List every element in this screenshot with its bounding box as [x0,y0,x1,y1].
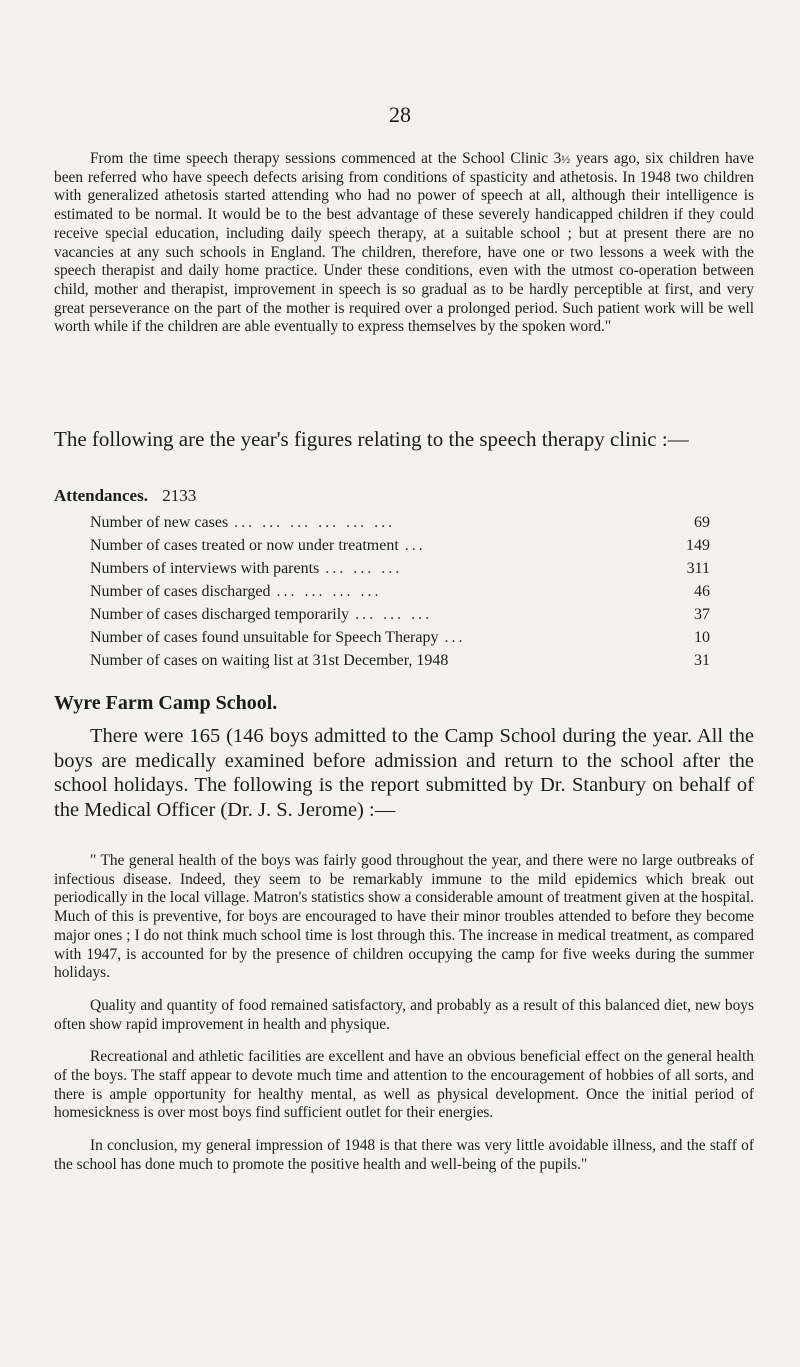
stat-label: Number of cases found unsuitable for Speech Therapy [90,629,439,646]
stat-label: Number of cases discharged [90,583,271,600]
stat-row [90,626,710,649]
attendances-label: Attendances. [54,486,148,505]
report-block [54,852,754,1175]
stat-row [90,649,710,672]
intro-paragraph [54,150,754,337]
stat-leader: ... [444,629,466,646]
stat-value: 31 [694,652,710,669]
stat-label: Number of new cases [90,514,229,531]
stat-leader [448,649,672,672]
stat-row [90,534,710,557]
intro-fraction: ½ [561,152,571,166]
intro-text-b: years ago, six children have been referred who have speech defects arising from conditions of spasticity and athetosis. In 1948 two children with generalized athetosis started attending who had no power of speech at all, although their intelligence is estimated to be normal. It would be to the best advantage of these severely handicapped children if they could receive special education, including daily speech therapy, at a suitable school ; but at present there are no vacancies at any such schools in England. The children, therefore, have one or two lessons a week with the speech therapist and daily home practice. Under these conditions, even with the utmost co-operation between child, mother and therapist, improvement in speech is so gradual as to be hardly perceptible at first, and very great perseverance on the part of the mother is required over a prolonged period. Such patient work will be well worth while if the children are able eventually to express themselves by the spoken word." [54,150,754,336]
report-paragraph: Quality and quantity of food remained satisfactory, and probably as a result of this balanced diet, new boys often show rapid improvement in health and physique. [54,996,754,1033]
stat-leader: ... ... ... ... ... ... [234,514,396,531]
stat-row [90,580,710,603]
report-paragraph: In conclusion, my general impression of 1948 is that there was very little avoidable illness, and the staff of the school has done much to promote the positive health and well-being of the pupils." [54,1137,754,1173]
stat-value: 69 [694,514,710,531]
stat-value: 37 [694,606,710,623]
stat-label: Number of cases on waiting list at 31st December, 1948 [90,652,449,669]
page-number: 28 [389,102,411,127]
stat-leader: ... ... ... ... [276,583,382,600]
stat-leader: ... [404,537,426,554]
report-paragraph: Recreational and athletic facilities are excellent and have an obvious beneficial effect on the general health of the boys. The staff appear to devote much time and attention to the encouragement of hobbies of all sorts, and there is ample opportunity for healthy mental, as well as physical development. Once the initial period of homesickness is over most boys find sufficient outlet for their energies. [54,1048,754,1122]
stat-value: 311 [686,560,710,577]
stat-label: Numbers of interviews with parents [90,560,320,577]
stat-row [90,603,710,626]
stat-value: 46 [694,583,710,600]
attendances-line [54,486,196,506]
stat-row [90,557,710,580]
intro-block [54,150,754,337]
intro-text-a: From the time speech therapy sessions commenced at the School Clinic 3 [90,150,562,167]
stat-label: Number of cases discharged temporarily [90,606,350,623]
stat-value: 149 [686,537,710,554]
figures-intro: The following are the year's figures relating to the speech therapy clinic :— [54,427,689,451]
stat-leader: ... ... ... [355,606,433,623]
stat-leader: ... ... ... [325,560,403,577]
section-heading: Wyre Farm Camp School. [54,692,278,714]
stat-value: 10 [694,629,710,646]
stats-list [90,511,710,672]
attendances-value: 2133 [162,486,197,505]
report-paragraph: " The general health of the boys was fairly good throughout the year, and there were no large outbreaks of infectious disease. Indeed, they seem to be remarkably immune to the mild epidemics which break out periodically in the local village. Matron's statistics show a considerable amount of treatment given at the hospital. Much of this is preventive, for boys are encouraged to have their minor troubles attended to before they become major ones ; I do not think much school time is lost through this. The increase in medical treatment, as compared with 1947, is accounted for by the presence of children occupying the camp for five weeks during the summer holidays. [54,852,754,982]
camp-intro: There were 165 (146 boys admitted to the Camp School during the year. All the boys are medically examined before admission and return to the school after the school holidays. The following is the report submitted by Dr. Stanbury on behalf of the Medical Officer (Dr. J. S. Jerome) :— [54,725,754,821]
stat-row [90,511,710,534]
stat-label: Number of cases treated or now under treatment [90,537,399,554]
